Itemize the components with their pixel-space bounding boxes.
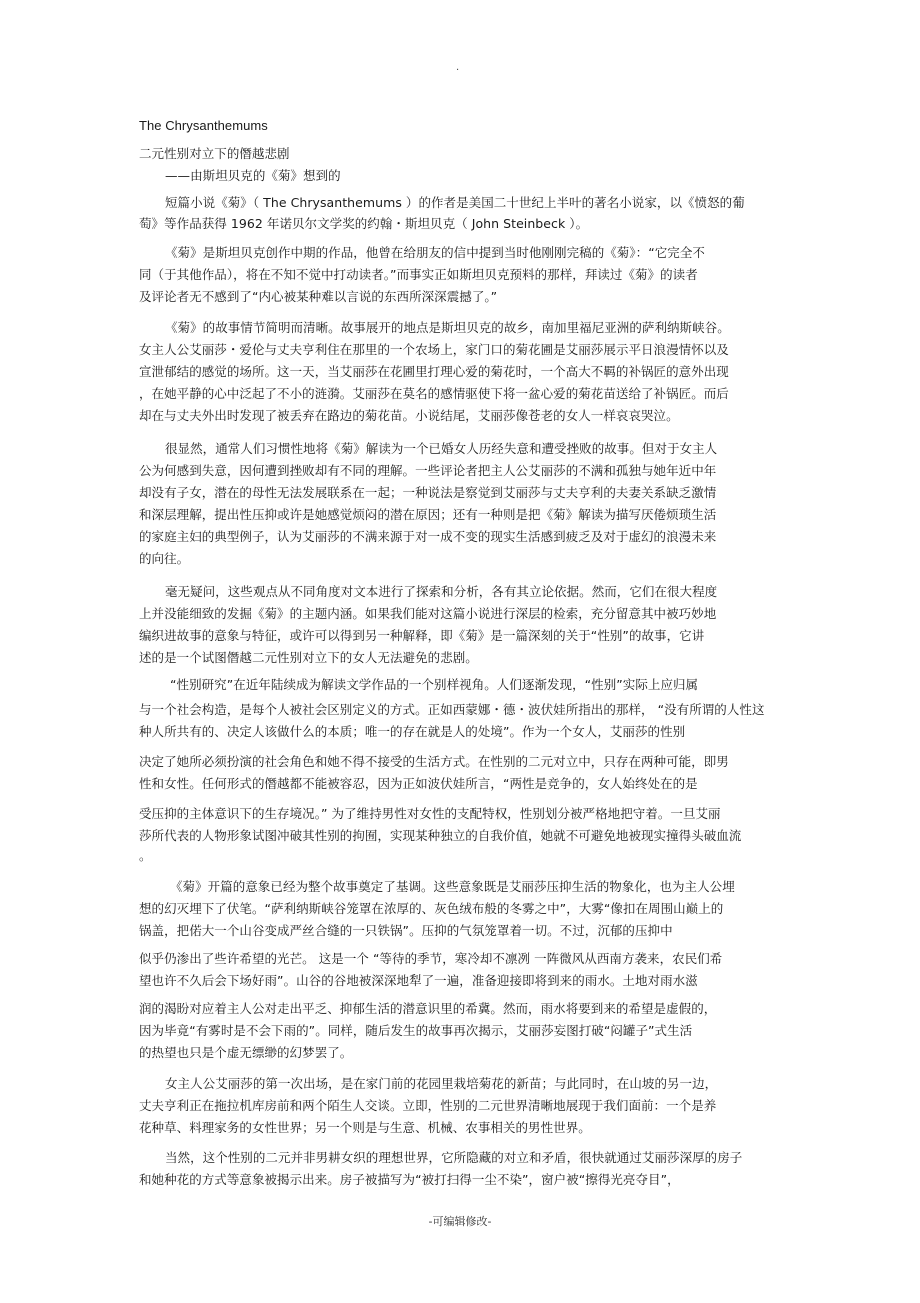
paragraph-line: 花种草、料理家务的女性世界；另一个则是与生意、机械、农事相关的男性世界。 <box>139 1120 591 1135</box>
paragraph-line: 上并没能细致的发掘《菊》的主题内涵。如果我们能对这篇小说进行深层的检索，充分留意其中被巧妙地 <box>139 606 717 621</box>
header-mark: . <box>456 62 460 73</box>
paragraph-line: 却没有子女，潜在的母性无法发展联系在一起；一种说法是察觉到艾丽莎与丈夫亨利的夫妻关系缺乏激情 <box>139 485 717 500</box>
paragraph-line: 《菊》是斯坦贝克创作中期的作品，他曾在给朋友的信中提到当时他刚刚完稿的《菊》：“它完全不 <box>165 245 705 260</box>
paragraph-line: 与一个社会构造，是每个人被社会区别定义的方式。正如西蒙娜・德・波伏娃所指出的那样， “没有所谓的人性这 <box>139 702 765 717</box>
paragraph-line: 和她种花的方式等意象被揭示出来。房子被描写为“被打扫得一尘不染”，窗户被“擦得光亮夺目”， <box>139 1172 680 1187</box>
paragraph-line: 公为何感到失意，因何遭到挫败却有不同的理解。一些评论者把主人公艾丽莎的不满和孤独与她年近中年 <box>139 463 717 478</box>
paragraph-line: 望也许不久后会下场好雨”。山谷的谷地被深深地犁了一遍，准备迎接即将到来的雨水。土地对雨水滋 <box>139 973 698 988</box>
paragraph-line: 当然，这个性别的二元并非男耕女织的理想世界，它所隐藏的对立和矛盾，很快就通过艾丽莎深厚的房子 <box>165 1150 743 1165</box>
paragraph-line: “性别研究”在近年陆续成为解读文学作品的一个别样视角。人们逐渐发现，“性别”实际上应归属 <box>170 677 699 692</box>
paragraph-line: 同（于其他作品），将在不知不觉中打动读者。”而事实正如斯坦贝克预料的那样，拜读过《菊》的读者 <box>139 267 698 282</box>
paragraph-line: 似乎仍渗出了些许希望的光芒。 这是一个 “等待的季节，寒冷却不凛冽 一阵微风从西南方袭来，农民们希 <box>139 951 723 966</box>
document-title: The Chrysanthemums <box>139 118 268 133</box>
paragraph-line: 短篇小说《菊》（ The Chrysanthemums ）的作者是美国二十世纪上半叶的著名小说家，以《愤怒的葡 <box>165 195 745 210</box>
paragraph-line: 《菊》开篇的意象已经为整个故事奠定了基调。这些意象既是艾丽莎压抑生活的物象化，也为主人公埋 <box>170 879 735 894</box>
paragraph-line: 及评论者无不感到了“内心被某种难以言说的东西所深深震撼了。” <box>139 289 498 304</box>
paragraph-line: 《菊》的故事情节简明而清晰。故事展开的地点是斯坦贝克的故乡，南加里福尼亚洲的萨利纳斯峡谷。 <box>165 320 730 335</box>
paragraph-line: 决定了她所必须扮演的社会角色和她不得不接受的生活方式。在性别的二元对立中，只存在两种可能，即男 <box>139 754 729 769</box>
paragraph-line: 的家庭主妇的典型例子，认为艾丽莎的不满来源于对一成不变的现实生活感到疲乏及对于虚幻的浪漫未来 <box>139 529 717 544</box>
paragraph-line: 因为毕竟“有雾时是不会下雨的”。同样，随后发生的故事再次揭示，艾丽莎妄图打破“闷罐子”式生活 <box>139 1023 693 1038</box>
paragraph-line: 编织进故事的意象与特征，或许可以得到另一种解释，即《菊》是一篇深刻的关于“性别”的故事，它讲 <box>139 628 705 643</box>
document-byline: ——由斯坦贝克的《菊》想到的 <box>165 168 341 183</box>
paragraph-line: 润的渴盼对应着主人公对走出平乏、抑郁生活的潜意识里的希冀。然而，雨水将要到来的希望是虚假的， <box>139 1001 717 1016</box>
paragraph-line: ，在她平静的心中泛起了不小的涟漪。艾丽莎在莫名的感情驱使下将一盆心爱的菊花苗送给了补锅匠。而后 <box>139 386 729 401</box>
paragraph-line: 丈夫亨利正在拖拉机库房前和两个陌生人交谈。立即，性别的二元世界清晰地展现于我们面前：一个是养 <box>139 1098 717 1113</box>
paragraph-line: 却在与丈夫外出时发现了被丢弃在路边的菊花苗。小说结尾，艾丽莎像苍老的女人一样哀哀哭泣。 <box>139 408 679 423</box>
paragraph-line: 受压抑的主体意识下的生存境况。” 为了维持男性对女性的支配特权，性别划分被严格地把守着。一旦艾丽 <box>139 806 721 821</box>
paragraph-line: 和深层理解，提出性压抑或许是她感觉烦闷的潜在原因；还有一种则是把《菊》解读为描写厌倦烦琐生活 <box>139 507 717 522</box>
paragraph-line: 锅盖，把偌大一个山谷变成严丝合缝的一只铁锅”。压抑的气氛笼罩着一切。不过，沉郁的压抑中 <box>139 923 673 938</box>
paragraph-line: 宣泄郁结的感觉的场所。这一天，当艾丽莎在花圃里打理心爱的菊花时，一个高大不羁的补锅匠的意外出现 <box>139 364 729 379</box>
paragraph-line: 述的是一个试图僭越二元性别对立下的女人无法避免的悲剧。 <box>139 650 478 665</box>
paragraph-line: 女主人公艾丽莎的第一次出场，是在家门前的花园里栽培菊花的新苗；与此同时，在山坡的另一边， <box>165 1076 718 1091</box>
paragraph-line: 的热望也只是个虚无缥缈的幻梦罢了。 <box>139 1045 353 1060</box>
paragraph-line: 种人所共有的、决定人该做什么的本质；唯一的存在就是人的处境”。作为一个女人，艾丽莎的性别 <box>139 724 686 739</box>
page-footer: -可编辑修改- <box>428 1215 492 1228</box>
paragraph-line: 的向往。 <box>139 551 190 566</box>
paragraph-line: 很显然，通常人们习惯性地将《菊》解读为一个已婚女人历经失意和遭受挫败的故事。但对于女主人 <box>165 441 718 456</box>
document-subtitle: 二元性别对立下的僭越悲剧 <box>139 146 290 161</box>
paragraph-line: 性和女性。任何形式的僭越都不能被容忍，因为正如波伏娃所言，“两性是竞争的，女人始终处在的是 <box>139 776 698 791</box>
paragraph-line: 。 <box>139 848 152 863</box>
paragraph-line: 想的幻灭埋下了伏笔。“萨利纳斯峡谷笼罩在浓厚的、灰色绒布般的冬雾之中”，大雾“像扣在周围山巅上的 <box>139 901 724 916</box>
paragraph-line: 莎所代表的人物形象试图冲破其性别的拘囿，实现某种独立的自我价值，她就不可避免地被现实撞得头破血流 <box>139 828 742 843</box>
paragraph-line: 萄》等作品获得 1962 年诺贝尔文学奖的约翰・斯坦贝克（ John Steinbeck ）。 <box>139 216 589 231</box>
paragraph-line: 毫无疑问，这些观点从不同角度对文本进行了探索和分析，各有其立论依据。然而，它们在很大程度 <box>165 584 718 599</box>
paragraph-line: 女主人公艾丽莎・爱伦与丈夫亨利住在那里的一个农场上，家门口的菊花圃是艾丽莎展示平日浪漫情怀以及 <box>139 342 729 357</box>
